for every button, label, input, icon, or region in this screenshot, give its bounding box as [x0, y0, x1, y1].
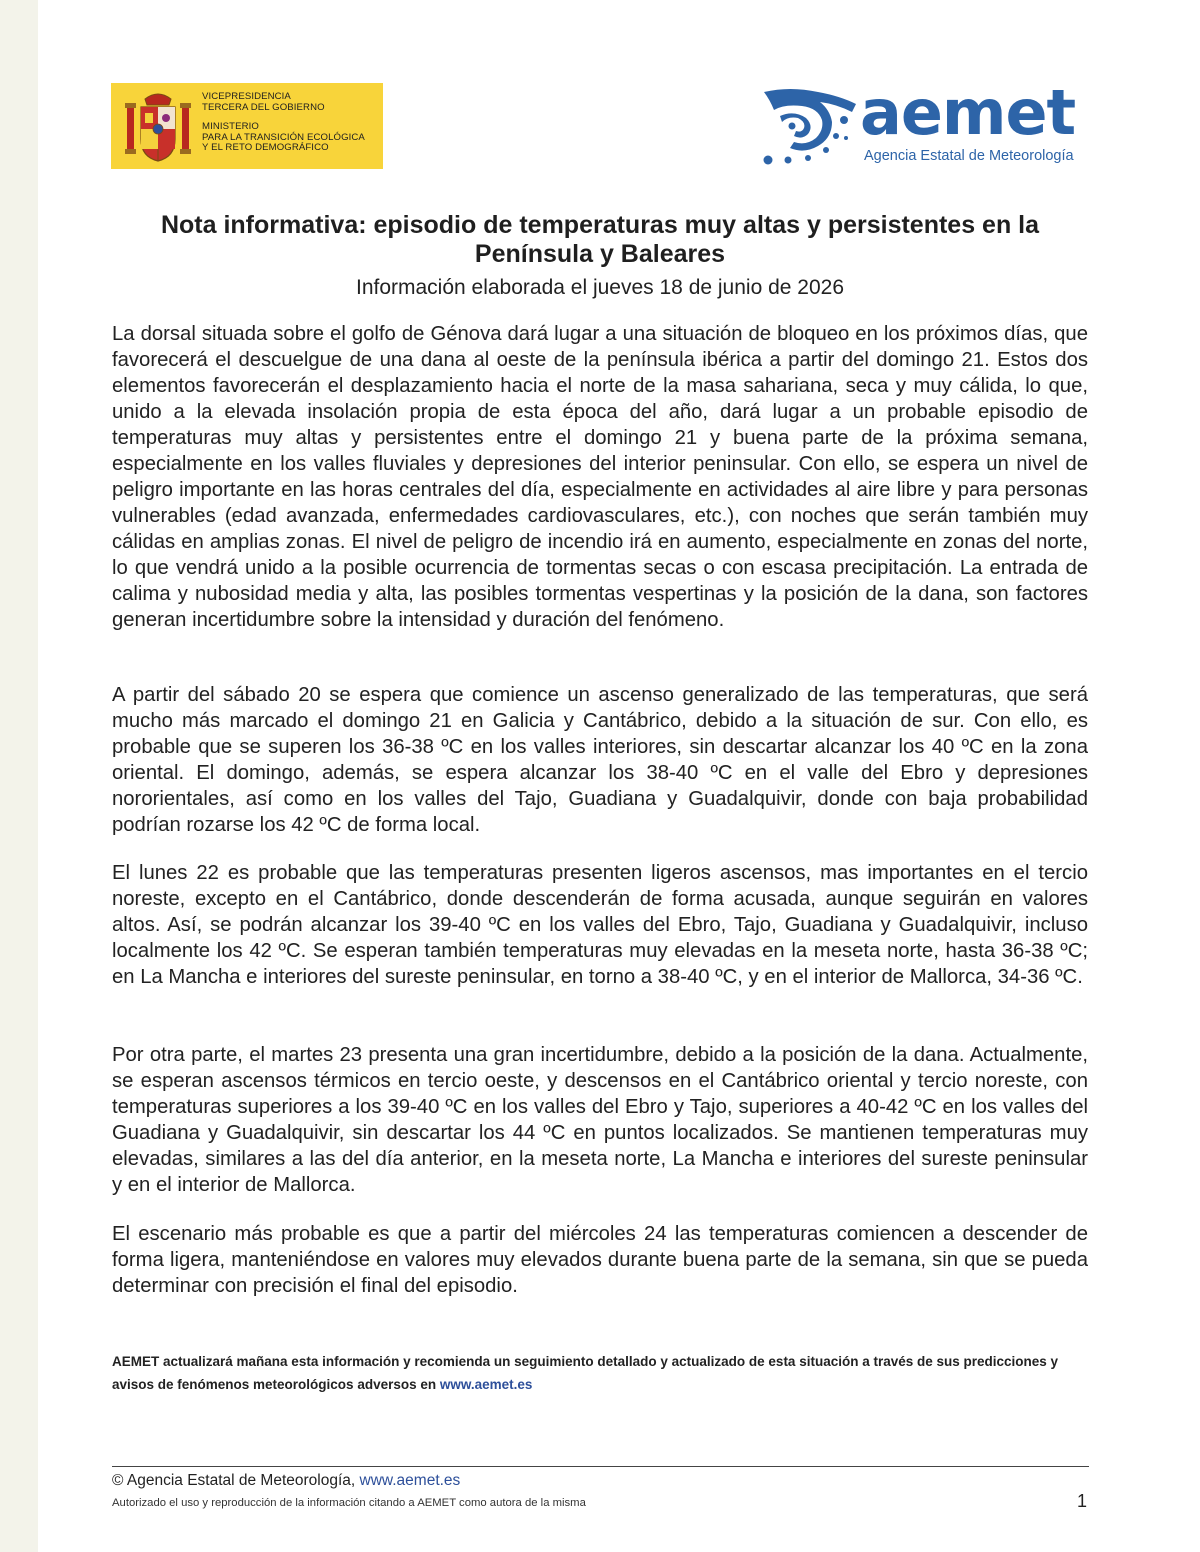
ministry-line-5: Y EL RETO DEMOGRÁFICO [202, 142, 329, 153]
footer-copyright [112, 1472, 460, 1490]
aemet-subtitle: Agencia Estatal de Meteorología [864, 148, 1074, 164]
aemet-swirl-icon [760, 86, 860, 168]
body-paragraph: A partir del sábado 20 se espera que comience un ascenso generalizado de las temperaturas, que será mucho más marcado el domingo 21 en Galicia y Cantábrico, debido a la situación de sur. Con ello, es probable que se superen los 36-38 ºC en los valles interiores, sin descartar alcanzar los 40 ºC en la zona oriental. El domingo, además, se espera alcanzar los 38-40 ºC en el valle del Ebro y depresiones nororientales, así como en los valles del Tajo, Guadiana y Guadalquivir, donde con baja probabilidad podrían rozarse los 42 ºC de forma local. [112, 684, 1088, 836]
aemet-website-link[interactable]: www.aemet.es [439, 1377, 533, 1392]
aemet-logo [760, 76, 1092, 170]
document-title: Nota informativa: episodio de temperaturas muy altas y persistentes en la Península y Baleares [160, 211, 1040, 268]
aemet-wordmark: aemet [860, 76, 1076, 149]
ministry-line-3: MINISTERIO [202, 121, 259, 132]
page-number: 1 [1077, 1491, 1088, 1511]
body-paragraph: La dorsal situada sobre el golfo de Génova dará lugar a una situación de bloqueo en los próximos días, que favorecerá el descuelgue de una dana al oeste de la península ibérica a partir del domingo 21. Estos dos elementos favorecerán el desplazamiento hacia el norte de la masa sahariana, seca y muy cálida, lo que, unido a la elevada insolación propia de esta época del año, dará lugar a un probable episodio de temperaturas muy altas y persistentes entre el domingo 21 y buena parte de la próxima semana, especialmente en los valles fluviales y depresiones del interior peninsular. Con ello, se espera un nivel de peligro importante en las horas centrales del día, especialmente en actividades al aire libre y para personas vulnerables (edad avanzada, enfermedades cardiovasculares, etc.), con noches que serán también muy cálidas en amplias zonas. El nivel de peligro de incendio irá en aumento, especialmente en zonas del norte, lo que vendrá unido a la posible ocurrencia de tormentas secas o con escasa precipitación. La entrada de calima y nubosidad media y alta, las posibles tormentas vespertinas y la posición de la dana, son factores generan incertidumbre sobre la intensidad y duración del fenómeno. [112, 323, 1088, 631]
page-margin-strip [0, 0, 38, 1552]
body-paragraph: El escenario más probable es que a partir del miércoles 24 las temperaturas comiencen a descender de forma ligera, manteniéndose en valores muy elevados durante buena parte de la semana, sin que se pueda determinar con precisión el final del episodio. [112, 1223, 1088, 1297]
footer-authorization: Autorizado el uso y reproducción de la información citando a AEMET como autora de la misma [112, 1497, 586, 1509]
coat-of-arms-icon [125, 89, 191, 163]
update-notice-text: AEMET actualizará mañana esta información y recomienda un seguimiento detallado y actualizado de esta situación a través de sus predicciones y avisos de fenómenos meteorológicos adversos en [112, 1354, 1059, 1392]
update-notice [112, 1350, 1090, 1396]
footer-website-link[interactable]: www.aemet.es [359, 1472, 461, 1489]
ministry-logo-text [202, 92, 380, 154]
ministry-logo [111, 83, 383, 169]
ministry-line-4: PARA LA TRANSICIÓN ECOLÓGICA [202, 131, 365, 143]
ministry-line-1: VICEPRESIDENCIA [202, 91, 291, 102]
ministry-line-2: TERCERA DEL GOBIERNO [202, 101, 325, 113]
document-date-line: Información elaborada el jueves 18 de junio de 2026 [355, 276, 844, 299]
body-paragraph: Por otra parte, el martes 23 presenta una gran incertidumbre, debido a la posición de la dana. Actualmente, se esperan ascensos térmicos en tercio oeste, y descensos en el Cantábrico oriental y tercio noreste, con temperaturas superiores a los 39-40 ºC en los valles del Ebro y Tajo, superiores a 40-42 ºC en los valles del Guadiana y Guadalquivir, sin descartar los 44 ºC en puntos localizados. Se mantienen temperaturas muy elevadas, similares a las del día anterior, en la meseta norte, La Mancha e interiores del sureste peninsular y en el interior de Mallorca. [112, 1044, 1088, 1196]
body-paragraph: El lunes 22 es probable que las temperaturas presenten ligeros ascensos, mas importantes en el tercio noreste, excepto en el Cantábrico, donde descenderán de forma acusada, aunque seguirán en valores altos. Así, se podrán alcanzar los 39-40 ºC en los valles del Ebro, Tajo, Guadiana y Guadalquivir, incluso localmente los 42 ºC. Se esperan también temperaturas muy elevadas en la meseta norte, hasta 36-38 ºC; en La Mancha e interiores del sureste peninsular, en torno a 38-40 ºC, y en el interior de Mallorca, 34-36 ºC. [112, 862, 1088, 988]
footer-copyright-text: © Agencia Estatal de Meteorología, [112, 1472, 360, 1489]
footer-divider [112, 1466, 1089, 1467]
